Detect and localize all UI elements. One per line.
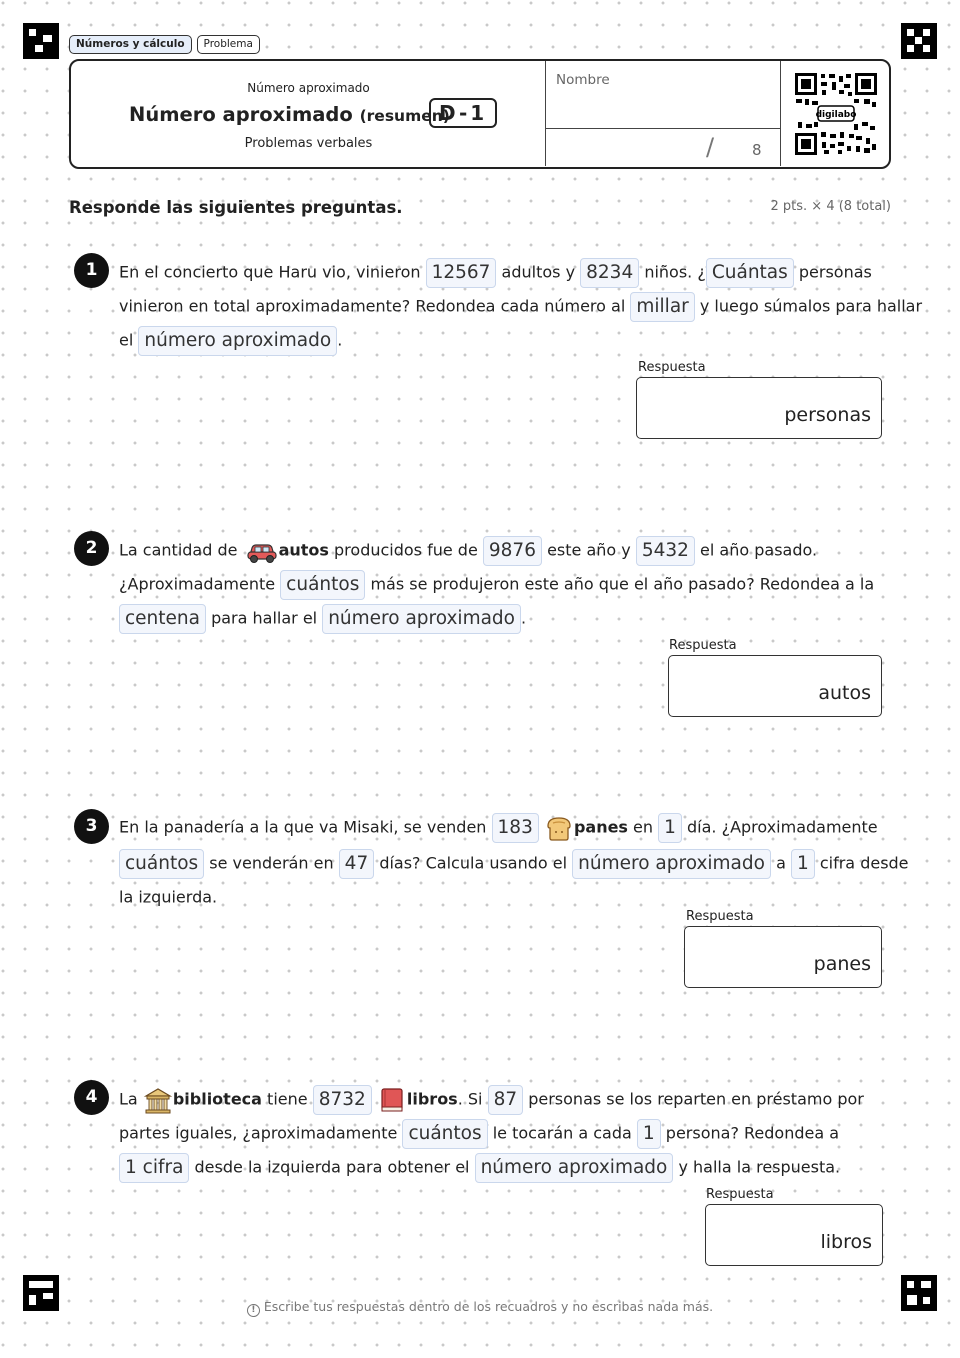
q1-keyword-cuantas: Cuántas (706, 258, 794, 288)
book-icon (377, 1085, 407, 1115)
question-2-line-3 (119, 601, 526, 635)
answer-box-1[interactable] (636, 377, 882, 439)
name-field[interactable] (545, 61, 781, 166)
worksheet-header (69, 59, 891, 169)
q2-text: ¿Aproximadamente (119, 574, 276, 594)
answer-unit-4: libros (820, 1231, 872, 1253)
q1-keyword-millar: millar (630, 292, 694, 322)
answer-box-3[interactable] (684, 926, 882, 988)
footer-note (0, 1299, 960, 1317)
points-info: 2 pts. × 4 (8 total) (770, 199, 891, 214)
tag-problema: Problema (197, 35, 260, 54)
q1-children-value: 8234 (580, 258, 639, 288)
q4-text: . Si (457, 1089, 483, 1109)
q4-books-value: 8732 (313, 1085, 372, 1115)
q2-text: . (521, 608, 527, 628)
qr-code-icon (794, 72, 878, 156)
q3-keyword-cuantos: cuántos (119, 849, 204, 879)
category-tags (69, 35, 260, 54)
supertitle: Número aproximado (247, 81, 370, 95)
warning-icon: ! (247, 1304, 260, 1317)
name-label: Nombre (556, 72, 610, 88)
q4-text: partes iguales, ¿aproximadamente (119, 1123, 398, 1143)
q4-text: le tocarán a cada (492, 1123, 632, 1143)
q3-text: días? Calcula usando el (379, 853, 568, 873)
worksheet-code: D-1 (429, 98, 497, 128)
q2-keyword-centena: centena (119, 604, 206, 634)
q4-keyword-biblioteca: biblioteca (172, 1089, 262, 1109)
q3-keyword-panes: panes (573, 817, 628, 837)
q4-one-person: 1 (637, 1119, 661, 1149)
q4-text: La (119, 1089, 138, 1109)
question-3-line-1 (119, 810, 878, 844)
library-building-icon (143, 1085, 173, 1115)
q2-keyword-autos: autos (278, 540, 329, 560)
instructions: Responde las siguientes preguntas. (69, 198, 403, 217)
question-number-4: 4 (74, 1080, 109, 1115)
question-3-line-3 (119, 880, 217, 914)
q1-text: En el concierto que Haru vio, vinieron (119, 262, 421, 282)
q4-keyword-numero-aproximado: número aproximado (475, 1153, 674, 1183)
q2-text: más se produjeron este año que el año pasado? Redondea a la (370, 574, 875, 594)
q3-text: En la panadería a la que va Misaki, se venden (119, 817, 487, 837)
title-area (71, 61, 546, 166)
answer-label-2: Respuesta (669, 638, 737, 653)
q3-text: a (776, 853, 786, 873)
q3-text: día. ¿Aproximadamente (687, 817, 878, 837)
answer-label-3: Respuesta (686, 909, 754, 924)
q2-keyword-cuantos: cuántos (280, 570, 365, 600)
q2-last-year-value: 5432 (636, 536, 695, 566)
question-number-2: 2 (74, 531, 109, 566)
q2-this-year-value: 9876 (483, 536, 542, 566)
corner-marker-top-left (23, 23, 59, 59)
title-text: Número aproximado (129, 103, 353, 126)
q1-text: vinieron en total aproximadamente? Redondea cada número al (119, 296, 626, 316)
q3-text: en (633, 817, 654, 837)
question-2-line-2 (119, 567, 874, 601)
tag-numeros-calculo: Números y cálculo (69, 35, 192, 54)
q1-adults-value: 12567 (426, 258, 497, 288)
q3-days-one: 1 (658, 813, 682, 843)
answer-label-1: Respuesta (638, 360, 706, 375)
footer-text: Escribe tus respuestas dentro de los recuadros y no escribas nada más. (263, 1299, 714, 1314)
q3-text: la izquierda. (119, 887, 218, 907)
answer-box-4[interactable] (705, 1204, 883, 1266)
q4-people-value: 87 (488, 1085, 524, 1115)
q1-text: y luego súmalos para hallar (699, 296, 923, 316)
question-2-line-1 (119, 533, 817, 567)
q3-days-value: 47 (339, 849, 375, 879)
q2-keyword-numero-aproximado: número aproximado (322, 604, 521, 634)
score-slash: / (706, 133, 715, 161)
q4-text: persona? Redondea a (665, 1123, 840, 1143)
page-title (129, 103, 450, 126)
q2-text: el año pasado. (700, 540, 818, 560)
answer-unit-2: autos (818, 682, 871, 704)
answer-box-2[interactable] (668, 655, 882, 717)
q4-keyword-cuantos: cuántos (402, 1119, 487, 1149)
question-4-line-1 (119, 1082, 864, 1116)
svg-text:digilabo: digilabo (815, 110, 857, 120)
q4-keyword-1-cifra: 1 cifra (119, 1153, 189, 1183)
q1-text: . (337, 330, 343, 350)
q2-text: este año y (547, 540, 631, 560)
q1-text: niños. ¿ (644, 262, 706, 282)
title-suffix: (resumen) (359, 107, 450, 125)
answer-unit-1: personas (784, 404, 871, 426)
answer-label-4: Respuesta (706, 1187, 774, 1202)
name-score-divider (546, 128, 780, 129)
q4-text: y halla la respuesta. (678, 1157, 841, 1177)
q4-text: personas se los reparten en préstamo por (528, 1089, 864, 1109)
subtitle: Problemas verbales (244, 136, 373, 151)
question-number-3: 3 (74, 809, 109, 844)
q1-keyword-numero-aproximado: número aproximado (138, 326, 337, 356)
question-4-line-2 (119, 1116, 839, 1150)
q3-keyword-numero-aproximado: número aproximado (572, 849, 771, 879)
question-1-line-1 (119, 255, 872, 289)
q3-per-day-value: 183 (492, 813, 539, 843)
q2-text: La cantidad de (119, 540, 238, 560)
question-3-line-2 (119, 846, 909, 880)
q1-text: personas (798, 262, 872, 282)
q4-text: desde la izquierda para obtener el (194, 1157, 470, 1177)
answer-unit-3: panes (813, 953, 871, 975)
bread-icon (544, 813, 574, 843)
q2-text: para hallar el (211, 608, 318, 628)
question-1-line-2 (119, 289, 922, 323)
question-number-1: 1 (74, 253, 109, 288)
q4-keyword-libros: libros (406, 1089, 458, 1109)
q4-text: tiene (267, 1089, 308, 1109)
question-4-line-3 (119, 1150, 840, 1184)
q3-digits-value: 1 (791, 849, 815, 879)
question-1-line-3 (119, 323, 342, 357)
q3-text: cifra desde (819, 853, 909, 873)
q3-text: se venderán en (209, 853, 334, 873)
q1-text: el (119, 330, 134, 350)
q2-text: producidos fue de (334, 540, 478, 560)
q1-text: adultos y (501, 262, 576, 282)
score-total: 8 (752, 141, 762, 159)
corner-marker-top-right (901, 23, 937, 59)
car-icon (243, 536, 279, 566)
